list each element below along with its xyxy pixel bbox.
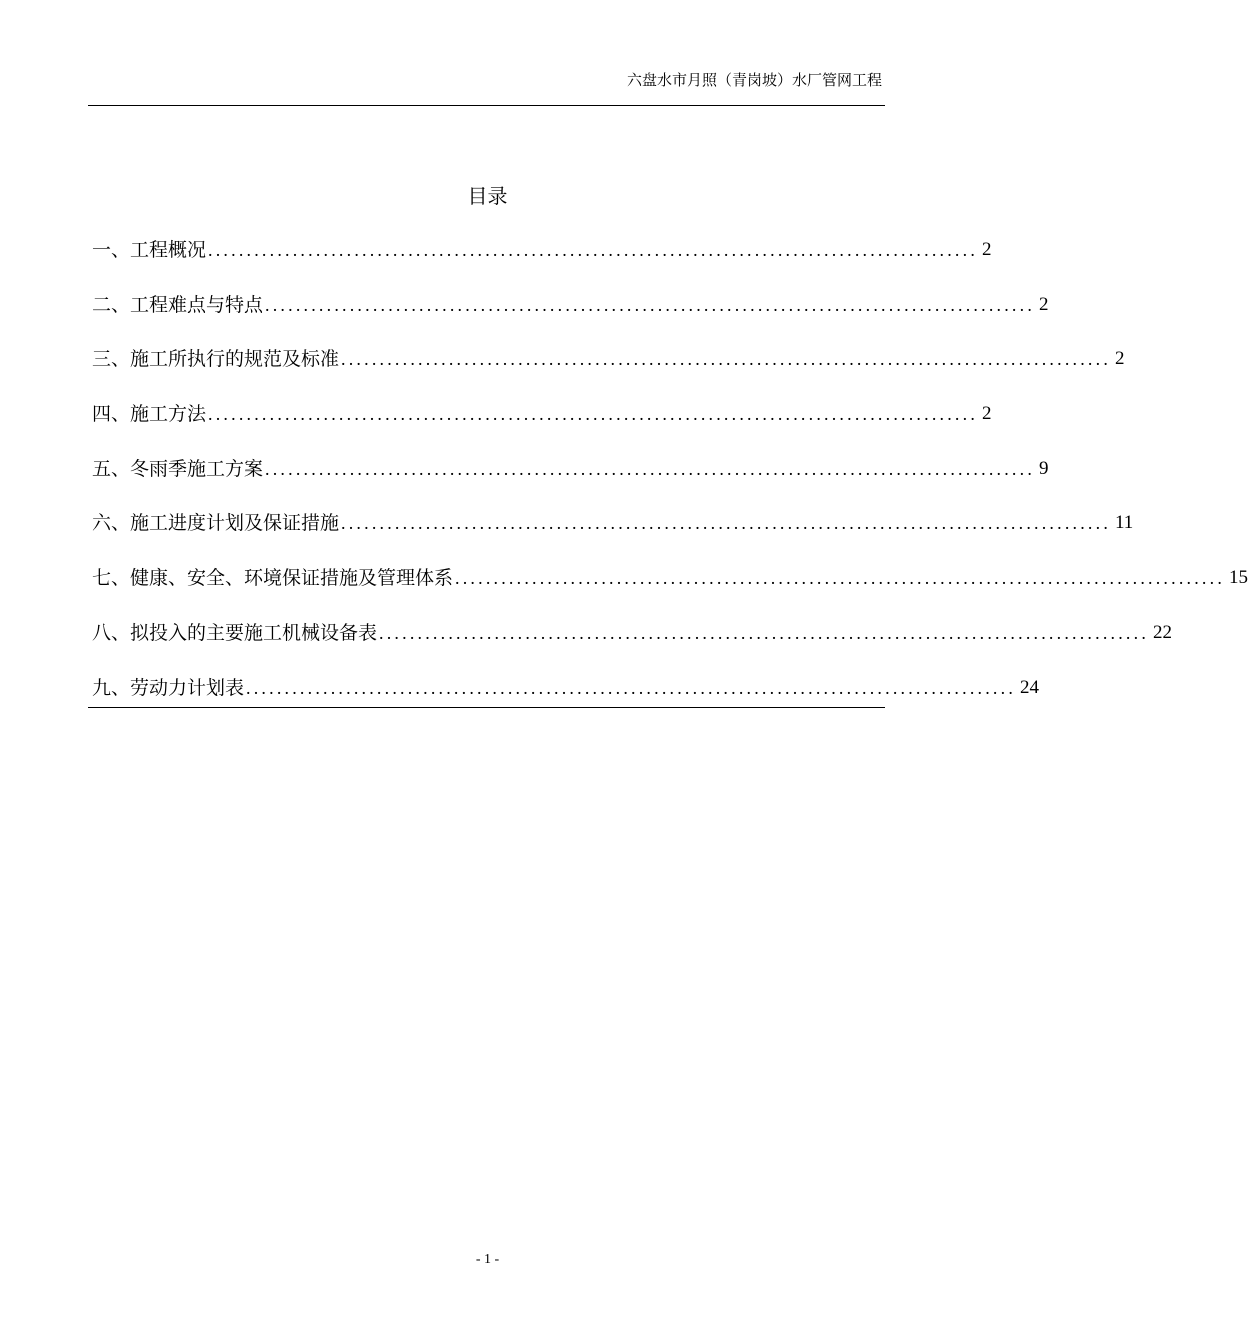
header-rule [88, 105, 885, 106]
toc-dot-leader: .................................................................................................... [455, 568, 1226, 589]
toc-entry-page: 15 [1229, 567, 1248, 589]
page-number: - 1 - [475, 1252, 500, 1267]
toc-entry-page: 9 [1039, 457, 1049, 479]
toc-entry-6[interactable] [92, 509, 1134, 564]
toc-entry-1[interactable] [92, 236, 992, 291]
toc-bottom-rule [88, 707, 885, 708]
toc-dot-leader: .................................................................................................... [341, 349, 1112, 370]
toc-entry-label: 四、施工方法 [92, 403, 207, 426]
toc-entry-label: 六、施工进度计划及保证措施 [92, 512, 340, 535]
toc-entry-page: 22 [1153, 621, 1173, 643]
toc-entry-9[interactable] [92, 674, 1040, 729]
toc-entry-2[interactable] [92, 291, 1049, 346]
running-header: 六盘水市月照（青岗坡）水厂管网工程 [626, 71, 882, 89]
toc-entry-label: 五、冬雨季施工方案 [92, 457, 264, 480]
toc-entry-label: 八、拟投入的主要施工机械设备表 [92, 621, 378, 644]
toc-entry-page: 2 [982, 403, 992, 425]
toc-dot-leader: .................................................................................................... [208, 404, 979, 425]
toc-entry-page: 2 [982, 239, 992, 260]
toc-entry-label: 三、施工所执行的规范及标准 [92, 348, 340, 371]
toc-entry-5[interactable] [92, 455, 1049, 510]
toc-entry-3[interactable] [92, 345, 1125, 400]
toc-entry-label: 一、工程概况 [92, 239, 207, 261]
toc-entry-8[interactable] [92, 619, 1173, 674]
toc-entry-page: 24 [1020, 676, 1040, 698]
toc-entry-label: 九、劳动力计划表 [92, 676, 245, 699]
toc-dot-leader: .................................................................................................... [265, 458, 1036, 479]
toc-entry-4[interactable] [92, 400, 992, 455]
toc-entry-page: 2 [1115, 348, 1125, 370]
toc-dot-leader: .................................................................................................... [265, 294, 1036, 315]
toc-dot-leader: .................................................................................................... [341, 513, 1112, 534]
toc-list [92, 236, 1248, 728]
toc-dot-leader: .................................................................................................... [246, 677, 1017, 698]
toc-dot-leader: .................................................................................................... [379, 622, 1150, 643]
toc-title: 目录 [467, 184, 508, 208]
toc-entry-label: 七、健康、安全、环境保证措施及管理体系 [92, 567, 454, 590]
toc-entry-page: 2 [1039, 293, 1049, 315]
toc-entry-label: 二、工程难点与特点 [92, 293, 264, 316]
toc-entry-page: 11 [1115, 512, 1134, 534]
toc-dot-leader: .................................................................................................... [208, 240, 979, 260]
toc-entry-7[interactable] [92, 564, 1248, 619]
